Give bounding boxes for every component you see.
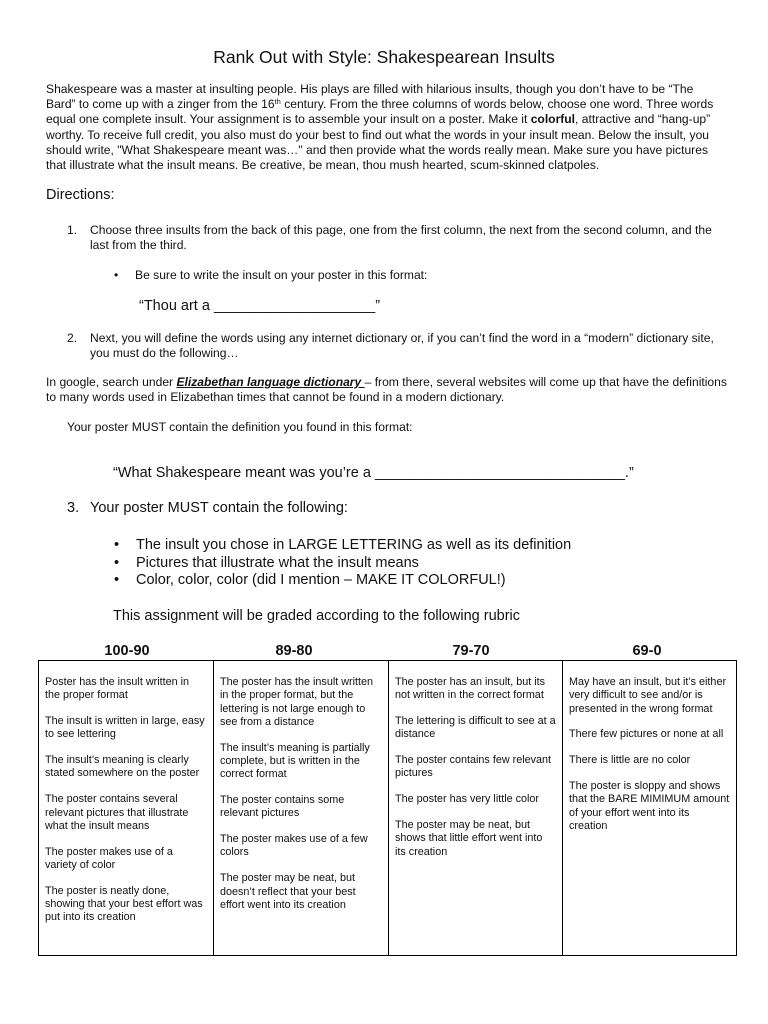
google-text-after: – from there, several websites will come up that have the definitions to many words used in Elizabethan times that cannot be found in a modern dictionary. [46,375,727,405]
intro-superscript: th [274,97,281,107]
rubric-criterion: Poster has the insult written in the proper format [45,676,190,702]
rubric-column-69-0 [563,661,736,955]
thou-art-line: “Thou art a ____________________” [139,298,381,314]
direction-item-2 [67,331,727,361]
google-text-before: In google, search under [46,375,177,389]
rubric-header-79-70: 79-70 [452,643,490,659]
rubric-criterion: The poster makes use of a variety of color [45,845,173,871]
rubric-criterion: The poster contains some relevant pictures [220,794,345,820]
rubric-column-89-80 [214,661,389,955]
rubric-criterion: The poster is sloppy and shows that the BARE MIMIMUM amount of your effort went into its creation [569,779,730,832]
item-number: 2. [67,331,78,345]
google-instructions [46,375,736,405]
rubric-criterion: The poster is neatly done, showing that your best effort was put into its creation [45,884,203,924]
rubric-criterion: The poster has very little color [395,793,540,806]
rubric-column-79-70 [389,661,563,955]
directions-heading: Directions: [46,187,115,203]
bullet-icon: • [114,268,119,282]
list-item [114,572,571,590]
poster-requirements-list [114,537,571,590]
intro-text-3: , attractive and “hang-up” worthy. To receive full credit, you also must do your best to find out what the words in your insult mean. Below the insult, you should write, "What Shakespeare meant was…" and then provide what the words really mean. Make sure you have pictures that illustrate what the insult means. Be creative, be mean, thou mush hearted, scum-skinned clatpoles. [46,112,711,173]
rubric-criterion: The poster may be neat, but doesn’t reflect that your best effort went into its creation [220,872,356,911]
direction-item-3 [67,500,348,516]
list-item [114,555,571,573]
rubric-criterion: There is little are no color [569,754,691,767]
rubric-column-100-90 [39,661,214,955]
rubric-criterion: There few pictures or none at all [569,728,724,741]
intro-text-2: century. From the three columns of words below, choose one word. Three words equal one complete insult. Your assignment is to assemble your insult on a poster. Make it [46,97,714,127]
item-text: Choose three insults from the back of this page, one from the first column, the next from the second column, and the last from the third. [90,223,712,253]
rubric-header-89-80: 89-80 [275,643,313,659]
list-item [114,537,571,555]
rubric-table [38,660,737,956]
intro-bold-colorful: colorful [530,112,576,127]
format-bullet [114,268,427,282]
definition-format-instruction: Your poster MUST contain the definition you found in this format: [67,420,413,434]
rubric-criterion: The poster has an insult, but its not written in the correct format [395,676,546,702]
intro-paragraph [46,82,722,173]
intro-text-1: Shakespeare was a master at insulting people. His plays are filled with hilarious insults, though you don’t have to be “The Bard” to come up with a zinger from the 16 [46,82,694,112]
direction-item-1 [67,223,727,253]
rubric-criterion: The insult’s meaning is clearly stated somewhere on the poster [45,754,200,780]
item-text: Your poster MUST contain the following: [90,500,348,516]
list-item-text: The insult you chose in LARGE LETTERING as well as its definition [136,537,572,553]
rubric-header-69-0: 69-0 [632,643,662,659]
item-text: Next, you will define the words using any internet dictionary or, if you can’t find the word in a “modern” dictionary site, you must do the following… [90,331,714,361]
rubric-criterion: The poster contains few relevant pictures [395,754,552,780]
rubric-intro: This assignment will be graded according to the following rubric [113,608,521,624]
rubric-criterion: The insult is written in large, easy to see lettering [45,715,205,741]
item-number: 3. [67,500,80,516]
rubric-criterion: The poster may be neat, but shows that little effort went into its creation [395,819,543,858]
bullet-icon: • [114,537,120,553]
rubric-criterion: The lettering is difficult to see at a distance [395,715,556,741]
rubric-criterion: The poster has the insult written in the proper format, but the lettering is not large enough to see from a distance [220,676,374,728]
rubric-header-100-90: 100-90 [104,643,150,659]
bullet-icon: • [114,572,120,588]
list-item-text: Pictures that illustrate what the insult means [136,554,419,571]
format-bullet-text: Be sure to write the insult on your poster in this format: [135,268,428,282]
rubric-criterion: May have an insult, but it’s either very difficult to see and/or is presented in the wrong format [569,676,727,715]
page-title: Rank Out with Style: Shakespearean Insults [213,47,555,67]
rubric-criterion: The poster makes use of a few colors [220,833,368,859]
item-number: 1. [67,223,78,237]
rubric-criterion: The poster contains several relevant pictures that illustrate what the insult means [45,793,189,832]
list-item-text: Color, color, color (did I mention – MAKE IT COLORFUL!) [136,572,506,588]
what-shakespeare-meant-line: “What Shakespeare meant was you’re a _______________________________.” [113,465,634,481]
dictionary-search-term: Elizabethan language dictionary [176,375,365,389]
rubric-criterion: The insult’s meaning is partially complete, but is written in the correct format [220,741,370,781]
bullet-icon: • [114,554,120,571]
